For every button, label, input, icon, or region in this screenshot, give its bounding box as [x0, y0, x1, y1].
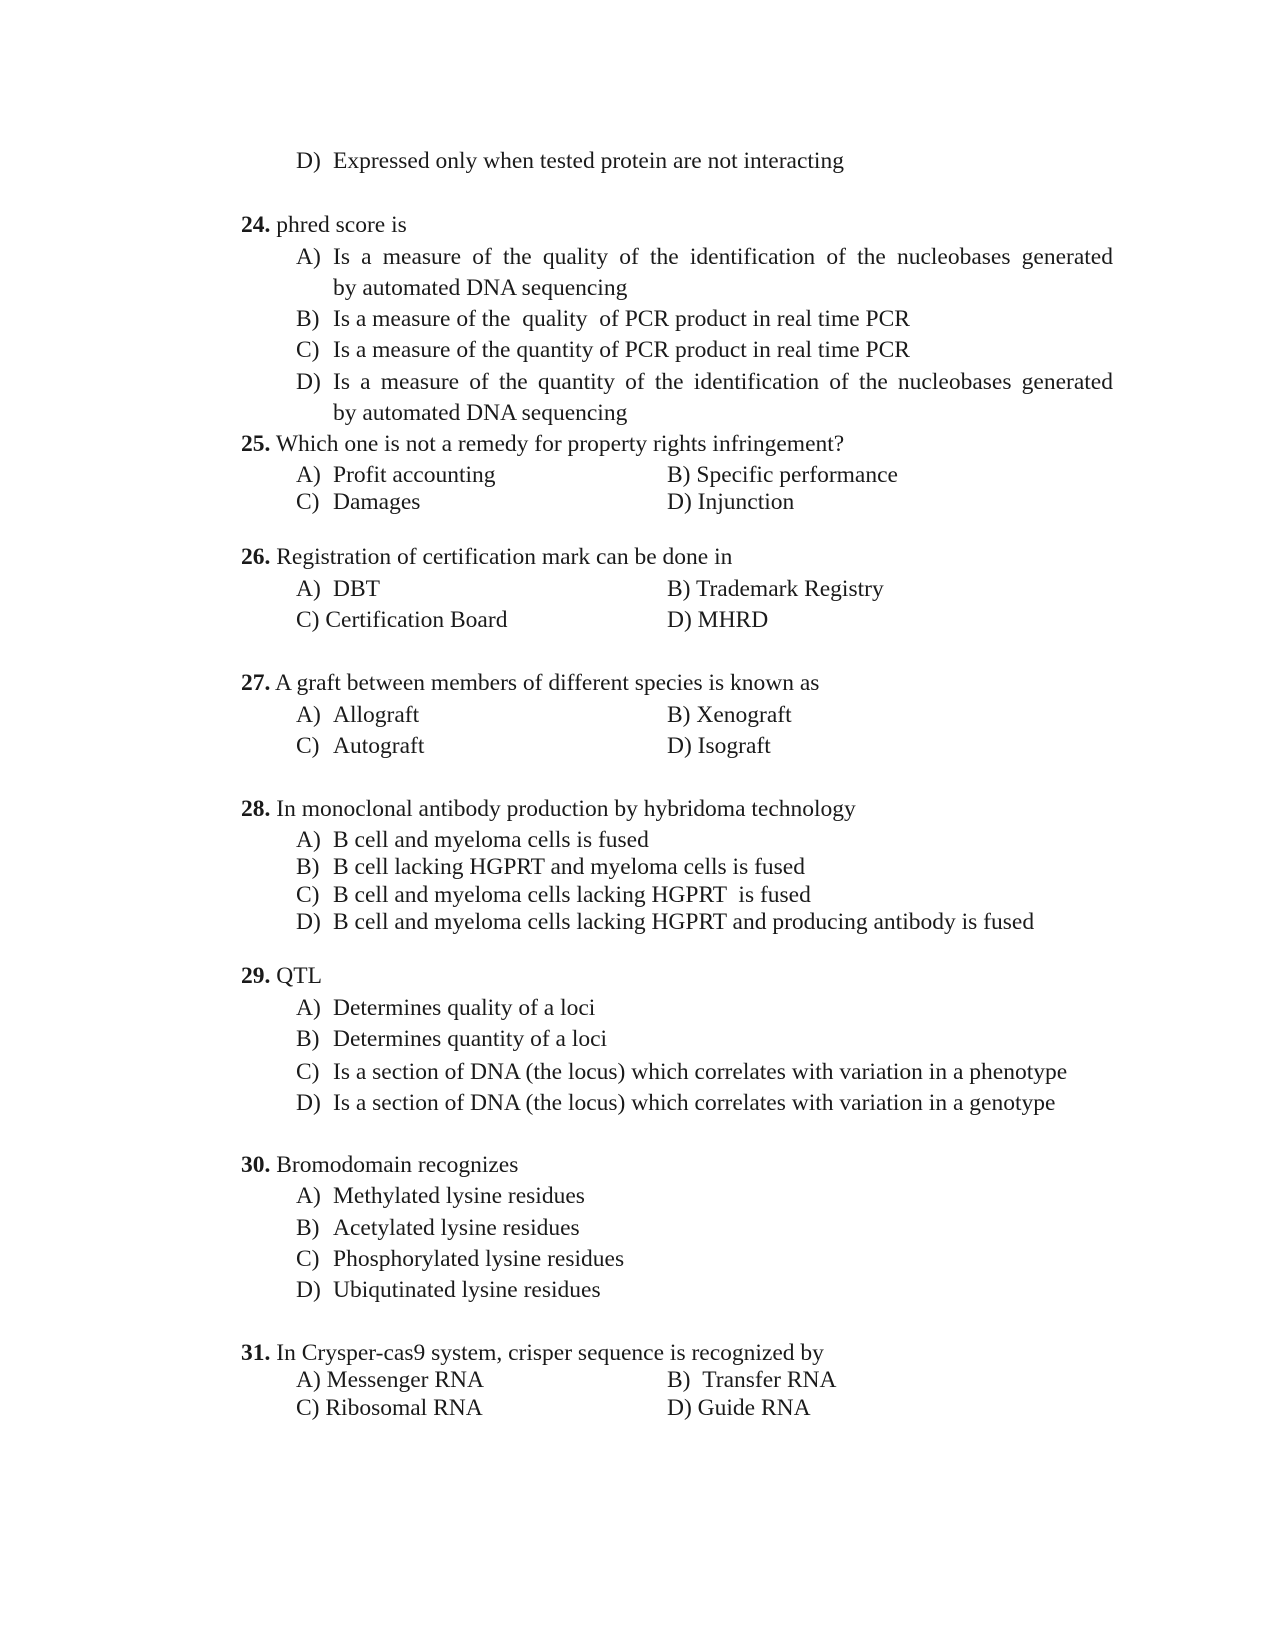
q28-option-d	[296, 908, 1034, 936]
q26-option-b	[667, 575, 884, 603]
option-label: A)	[296, 576, 321, 602]
option-label: A)	[296, 1183, 321, 1209]
option-label: B)	[667, 462, 691, 488]
question-number: 27.	[241, 670, 271, 696]
q24-option-b	[296, 305, 910, 333]
option-label: D)	[667, 733, 692, 759]
option-text: Certification Board	[325, 607, 508, 633]
question-number: 26.	[241, 544, 271, 570]
q27-option-a	[296, 701, 419, 729]
q26-option-d	[667, 606, 768, 634]
question-number: 28.	[241, 796, 271, 822]
option-text: B cell and myeloma cells lacking HGPRT and producing antibody is fused	[333, 909, 1035, 935]
option-label: D)	[667, 489, 692, 515]
option-text: Is a measure of the quality of the identification of the nucleobases generated	[333, 244, 1113, 270]
question-26	[241, 543, 732, 571]
option-label: C)	[296, 489, 320, 515]
option-text: Transfer RNA	[702, 1367, 837, 1393]
q25-option-d	[667, 488, 794, 516]
option-label: C)	[296, 1246, 320, 1272]
option-text: Is a section of DNA (the locus) which correlates with variation in a phenotype	[333, 1059, 1068, 1085]
option-text: Acetylated lysine residues	[333, 1215, 580, 1241]
q30-option-a	[296, 1182, 585, 1210]
option-label: D)	[296, 369, 321, 395]
q29-option-a	[296, 994, 595, 1022]
q29-option-c	[296, 1058, 1067, 1086]
option-text: Methylated lysine residues	[333, 1183, 585, 1209]
option-label: D)	[296, 1090, 321, 1116]
option-text: DBT	[333, 576, 380, 602]
question-number: 24.	[241, 212, 271, 238]
q31-option-c	[296, 1394, 483, 1422]
option-label: C)	[296, 607, 320, 633]
q28-option-a	[296, 826, 649, 854]
option-text: Ribosomal RNA	[325, 1395, 483, 1421]
option-text: Isograft	[697, 733, 771, 759]
option-label: D)	[296, 909, 321, 935]
q26-option-c	[296, 606, 507, 634]
option-label: D)	[667, 607, 692, 633]
q27-option-c	[296, 732, 424, 760]
question-number: 29.	[241, 963, 271, 989]
q26-option-a	[296, 575, 380, 603]
question-29	[241, 962, 322, 990]
option-text: Determines quality of a loci	[333, 995, 596, 1021]
option-text: B cell lacking HGPRT and myeloma cells is fused	[333, 854, 805, 880]
question-number: 25.	[241, 431, 271, 457]
q28-option-b	[296, 853, 805, 881]
option-label: A)	[296, 244, 321, 270]
q31-option-b	[667, 1366, 837, 1394]
question-text: phred score is	[276, 212, 407, 238]
q25-option-c	[296, 488, 420, 516]
question-number: 30.	[241, 1152, 271, 1178]
question-text: QTL	[276, 963, 322, 989]
question-text: Which one is not a remedy for property rights infringement?	[275, 431, 845, 457]
option-text: Is a measure of the quality of PCR product in real time PCR	[333, 306, 910, 332]
q30-option-b	[296, 1214, 580, 1242]
q24-option-d-cont: by automated DNA sequencing	[333, 400, 628, 426]
option-text: Guide RNA	[697, 1395, 811, 1421]
option-label: A)	[296, 827, 321, 853]
option-text: Is a measure of the quantity of PCR product in real time PCR	[333, 337, 910, 363]
option-text: Is a measure of the quantity of the identification of the nucleobases generated	[333, 369, 1113, 395]
question-31	[241, 1339, 824, 1367]
q29-option-b	[296, 1025, 607, 1053]
option-text: Trademark Registry	[695, 576, 884, 602]
option-text: Injunction	[697, 489, 795, 515]
option-label: A)	[296, 462, 321, 488]
option-label: B)	[296, 1026, 320, 1052]
option-label: B)	[667, 702, 691, 728]
q24-option-d	[296, 368, 1113, 396]
question-text: Registration of certification mark can be done in	[276, 544, 733, 570]
option-text: Profit accounting	[333, 462, 496, 488]
q29-option-d	[296, 1089, 1055, 1117]
question-text: In monoclonal antibody production by hybridoma technology	[276, 796, 856, 822]
option-label: D)	[296, 1277, 321, 1303]
option-text: Is a section of DNA (the locus) which correlates with variation in a genotype	[333, 1090, 1056, 1116]
option-label: C)	[296, 1059, 320, 1085]
q25-option-b	[667, 461, 898, 489]
question-number: 31.	[241, 1340, 271, 1366]
option-label: B)	[296, 1215, 320, 1241]
question-30	[241, 1151, 518, 1179]
option-text: Damages	[333, 489, 421, 515]
question-28	[241, 795, 856, 823]
q27-option-d	[667, 732, 771, 760]
option-text: Determines quantity of a loci	[333, 1026, 608, 1052]
option-text: Messenger RNA	[326, 1367, 484, 1393]
option-label: D)	[667, 1395, 692, 1421]
option-text: Phosphorylated lysine residues	[333, 1246, 625, 1272]
option-text: MHRD	[697, 607, 769, 633]
option-text: Specific performance	[696, 462, 898, 488]
option-text: Ubiqutinated lysine residues	[333, 1277, 601, 1303]
option-label: B)	[296, 306, 320, 332]
q28-option-c	[296, 881, 811, 909]
carryover-option	[296, 147, 844, 175]
option-text: Allograft	[333, 702, 420, 728]
option-label: A)	[296, 995, 321, 1021]
option-label: C)	[296, 1395, 320, 1421]
q24-option-a	[296, 243, 1113, 271]
q31-option-d	[667, 1394, 811, 1422]
q31-option-a	[296, 1366, 484, 1394]
question-text: In Crysper-cas9 system, crisper sequence is recognized by	[276, 1340, 824, 1366]
question-25	[241, 430, 844, 458]
q24-option-a-cont: by automated DNA sequencing	[333, 275, 628, 301]
q30-option-c	[296, 1245, 624, 1273]
option-label: C)	[296, 882, 320, 908]
option-label: C)	[296, 733, 320, 759]
option-label: A)	[296, 702, 321, 728]
option-label: C)	[296, 337, 320, 363]
option-label: A)	[296, 1367, 321, 1393]
question-text: Bromodomain recognizes	[276, 1152, 519, 1178]
question-24	[241, 211, 407, 239]
q25-option-a	[296, 461, 496, 489]
question-text: A graft between members of different species is known as	[274, 670, 820, 696]
option-text: Xenograft	[696, 702, 792, 728]
option-label: D)	[296, 148, 321, 174]
option-label: B)	[667, 1367, 691, 1393]
option-text: Expressed only when tested protein are not interacting	[333, 148, 844, 174]
option-text: B cell and myeloma cells is fused	[333, 827, 649, 853]
question-27	[241, 669, 819, 697]
q30-option-d	[296, 1276, 601, 1304]
option-text: Autograft	[333, 733, 425, 759]
option-label: B)	[667, 576, 691, 602]
q24-option-c	[296, 336, 910, 364]
option-text: B cell and myeloma cells lacking HGPRT is fused	[333, 882, 811, 908]
q27-option-b	[667, 701, 792, 729]
option-label: B)	[296, 854, 320, 880]
